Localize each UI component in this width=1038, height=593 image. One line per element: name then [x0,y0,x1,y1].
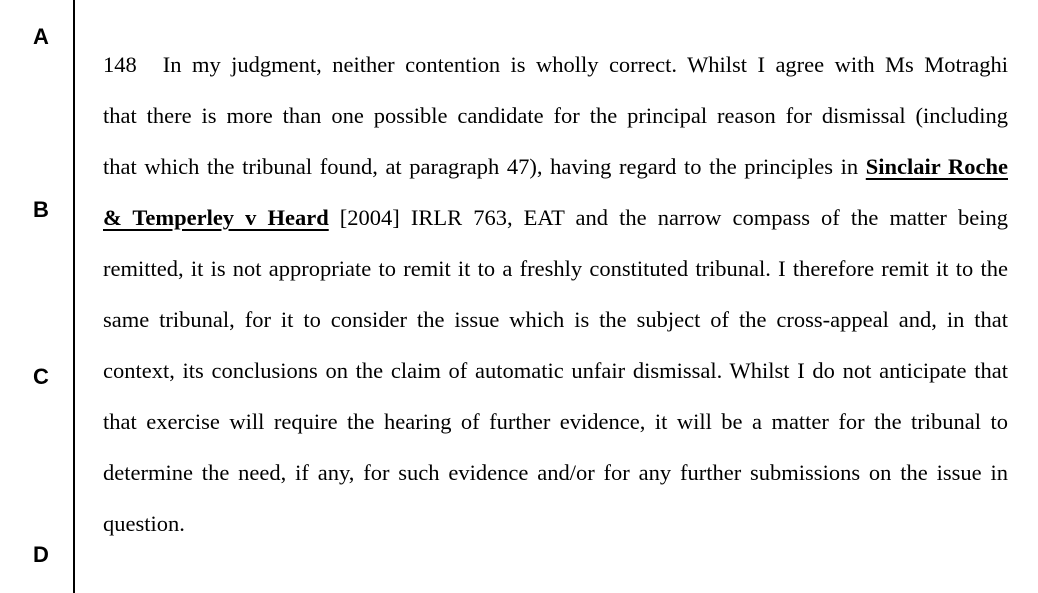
text-line-1 [103,39,1008,90]
text-run: that which the tribunal found, at paragraph 47), having regard to the principles in [103,154,866,179]
text-line-3 [103,141,1008,192]
margin-marker-c: C [33,364,49,389]
case-citation: Sinclair Roche [865,154,1008,179]
text-line-4 [103,192,1008,243]
text-line-6 [103,294,1008,345]
margin-marker-a: A [33,24,49,49]
text-run: that there is more than one possible candidate for the principal reason for dismissal (including [103,103,1008,128]
text-run: [2004] IRLR 763, EAT and the narrow compass of the matter being [328,205,1008,230]
text-run: remitted, it is not appropriate to remit it to a freshly constituted tribunal. I therefore remit it to the [103,256,1008,281]
margin-marker-d: D [33,542,49,567]
text-line-8 [103,396,1008,447]
margin-rule [73,0,75,593]
margin-marker-b: B [33,197,49,222]
text-run: same tribunal, for it to consider the issue which is the subject of the cross-appeal and, in that [103,307,1008,332]
text-line-2 [103,90,1008,141]
text-run: that exercise will require the hearing of further evidence, it will be a matter for the tribunal to [103,409,1008,434]
text-line-10 [103,498,1008,549]
text-run: context, its conclusions on the claim of automatic unfair dismissal. Whilst I do not anticipate that [103,358,1008,383]
text-line-7 [103,345,1008,396]
judgment-paragraph-148 [103,39,1008,549]
text-run: 148 [103,52,137,77]
text-run: In my judgment, neither contention is wholly correct. Whilst I agree with Ms Motraghi [162,52,1008,77]
text-line-9 [103,447,1008,498]
text-line-5 [103,243,1008,294]
case-citation: & Temperley v Heard [103,205,329,230]
text-run: question. [103,511,185,536]
text-run: determine the need, if any, for such evidence and/or for any further submissions on the issue in [103,460,1008,485]
